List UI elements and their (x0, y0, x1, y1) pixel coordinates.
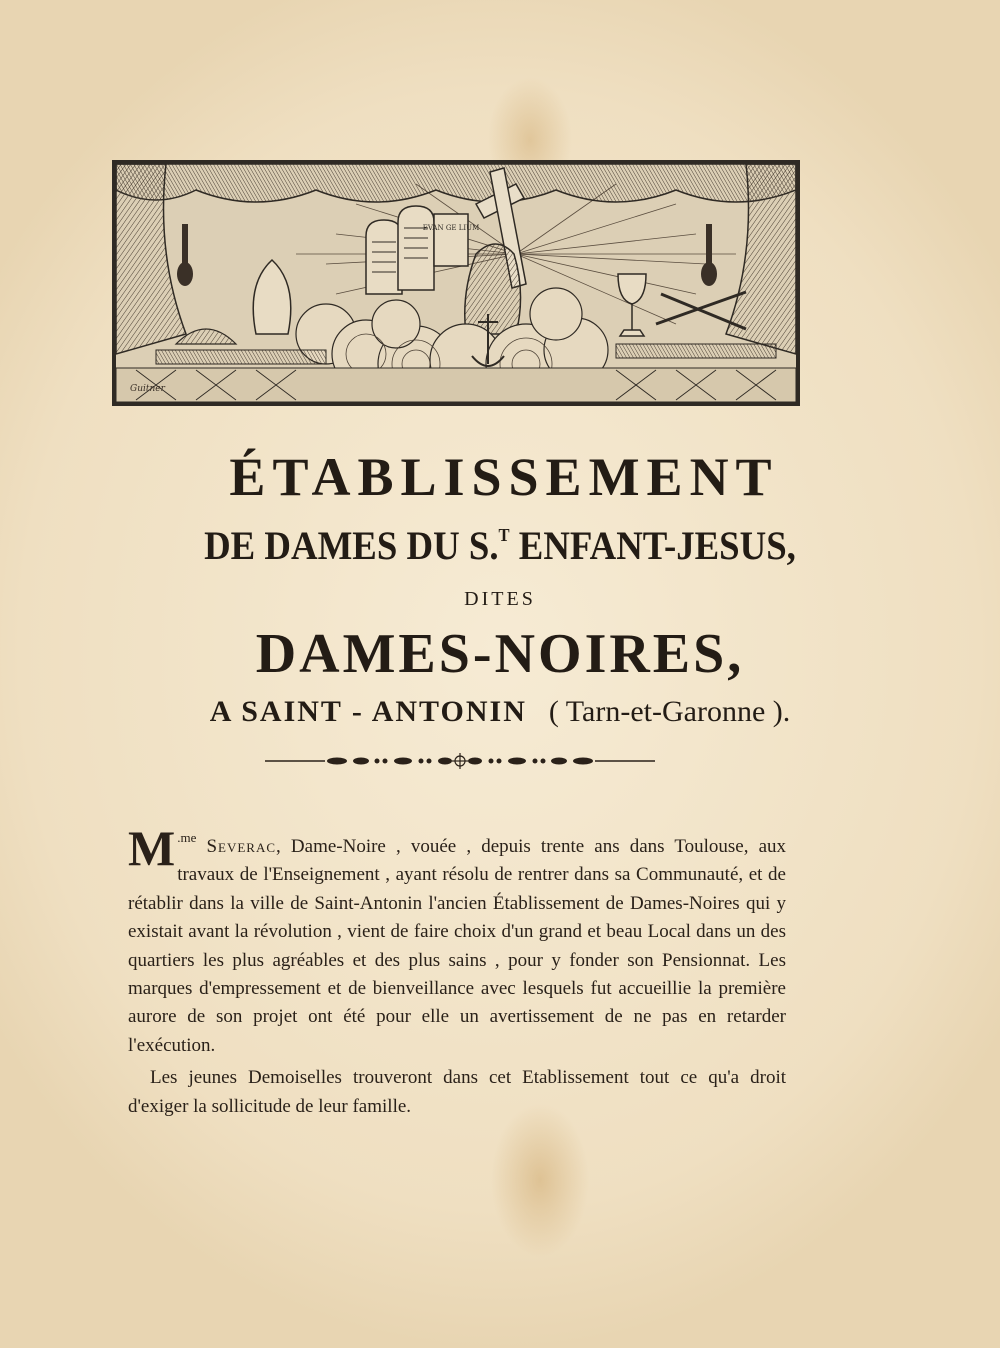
drop-cap: M (128, 820, 176, 876)
paragraph-1-text: , Dame-Noire , vouée , depuis trente ans dans Toulouse, aux travaux de l'Enseignement , ayant résolu de rentrer dans sa Communauté, et de rétablir dans la ville de Saint-Antonin l'ancien Établissement de Dames-Noires qui y existait avant la révolution , vient de faire choix d'un grand et beau Local dans un des quartiers les plus agréables et des plus sains , pour y fonder son Pensionnat. Les marques d'empressement et de bienveillance avec lesquels fut accueillie la première aurore de son projet ont été pour elle un avertissement de ne pas en retarder l'exécution. (128, 836, 787, 1056)
engraver-signature: Guitner (130, 384, 165, 394)
title-line2-main: DE DAMES DU S. (204, 523, 499, 568)
location-department: ( Tarn-et-Garonne ). (548, 695, 791, 728)
title-location (0, 695, 1000, 729)
title-etablissement: ÉTABLISSEMENT (229, 447, 779, 507)
vignette-illustration (116, 164, 796, 402)
engraved-vignette (112, 160, 800, 406)
paragraph-2: Les jeunes Demoiselles trouveront dans cet Etablissement tout ce qu'a droit d'exiger la sollicitude de leur famille. (128, 1067, 786, 1117)
gospel-book (434, 214, 468, 266)
title-line2-superscript: T (498, 525, 510, 545)
title-line2-rest: ENFANT-JESUS, (509, 523, 796, 568)
title-dites: DITES (464, 588, 536, 610)
person-name: Severac (206, 836, 277, 857)
ornamental-rule (265, 752, 655, 770)
title-dames-enfant-jesus (40, 522, 960, 569)
body-text (128, 820, 787, 1121)
floor (116, 368, 796, 402)
location-town: A SAINT - ANTONIN (209, 695, 527, 728)
tablet-inscription: EVAN GE LIUM (422, 224, 480, 232)
honorific-abbreviation: .me (177, 830, 197, 845)
paragraph-1 (128, 820, 787, 1060)
title-dames-noires: DAMES-NOIRES, (255, 623, 745, 685)
top-drapery (116, 164, 796, 202)
